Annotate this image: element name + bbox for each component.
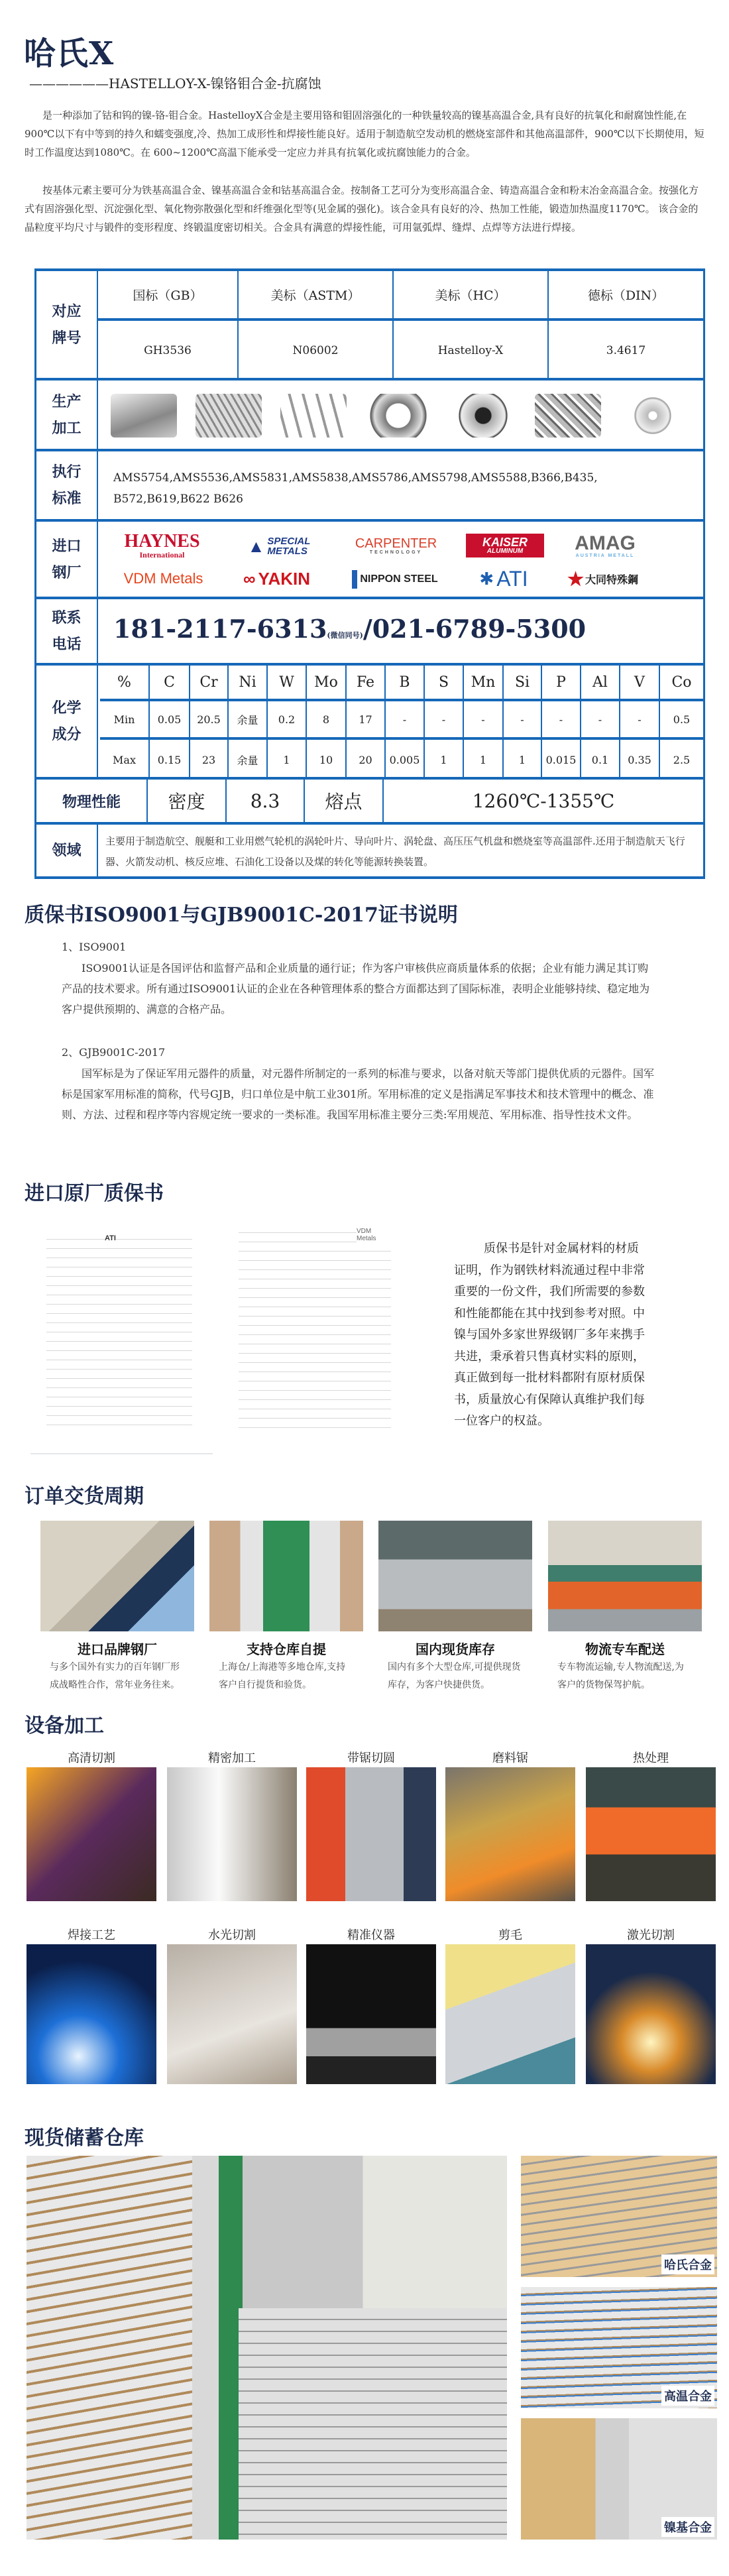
- mills-label: 进口钢厂: [36, 522, 98, 597]
- equipment-label: 热处理: [633, 1751, 669, 1765]
- chem-value-cell: -: [464, 701, 504, 740]
- chem-value-cell: 0.1: [581, 740, 620, 780]
- warehouse-photo: [521, 2287, 717, 2408]
- equipment-label: 精密加工: [208, 1751, 256, 1765]
- haynes-logo: HAYNES International: [124, 531, 200, 559]
- equipment-label: 水光切割: [208, 1928, 256, 1942]
- equipment-label: 激光切割: [627, 1928, 675, 1942]
- fastener-icon: [535, 394, 601, 438]
- chem-value-cell: 0.35: [620, 740, 660, 780]
- chem-value-cell: 1: [464, 740, 504, 780]
- equipment-photo: [306, 1767, 436, 1901]
- equipment-label: 精准仪器: [347, 1928, 395, 1942]
- domestic-stock-photo: [378, 1521, 532, 1631]
- certs-description: 质保书是针对金属材料的材质证明，作为钢铁材料流通过程中非常重要的一份文件，我们所需要的参数和性能都能在其中找到参考对照。中镍与国外多家世界级钢厂多年来携手共进，秉承着只售真材实料的原则，真正做到每一批材料都附有原材质保书，质量放心有保障认真维护我们每一位客户的权益。: [454, 1242, 645, 1428]
- physical-row: [34, 780, 705, 825]
- warehouse-tag: 哈氏合金: [661, 2254, 714, 2274]
- chem-value-cell: Min: [100, 701, 150, 740]
- chem-header-cell: Cr: [190, 666, 229, 701]
- field-row: [34, 825, 705, 879]
- amag-logo: AMAG AUSTRIA METALL: [575, 532, 636, 558]
- melting-value: 1260℃-1355℃: [472, 790, 615, 812]
- wechat-note: (微信同号): [327, 631, 363, 640]
- phone-numbers: [113, 614, 586, 644]
- chem-value-cell: 8: [307, 701, 347, 740]
- equipment-label: 磨料锯: [492, 1751, 528, 1765]
- card-title: 物流专车配送: [585, 1641, 665, 1657]
- chemistry-row: [34, 666, 705, 780]
- grade-header: 美标（ASTM）: [239, 271, 394, 321]
- chem-value-cell: 0.005: [386, 740, 425, 780]
- chem-value-cell: 0.05: [150, 701, 190, 740]
- density-value: 8.3: [227, 780, 305, 822]
- equipment-title: 设备加工: [25, 1714, 104, 1737]
- chem-value-cell: -: [425, 701, 464, 740]
- nippon-steel-logo: NIPPON STEEL: [349, 568, 441, 591]
- chem-header-cell: W: [268, 666, 307, 701]
- delivery-title: 订单交货周期: [25, 1485, 144, 1508]
- grade-header: 德标（DIN）: [549, 271, 703, 321]
- chem-value-cell: 20: [347, 740, 386, 780]
- equipment-photo: [167, 1944, 297, 2084]
- quality-item-1-text: ISO9001认证是各国评估和监督产品和企业质量的通行证；作为客户审核供应商质量体系的依据；企业有能力满足其订购产品的技术要求。所有通过ISO9001认证的企业在各种管理体系的整合方面都达到了国际标准，表明企业能够持续、稳定地为客户提供预期的、满意的合格产品。: [62, 962, 650, 1016]
- density-label: 密度: [148, 780, 227, 822]
- card-description: 上海仓/上海港等多地仓库,支持客户自行提货和验货。: [219, 1662, 346, 1690]
- phone-mobile[interactable]: 181-2117-6313: [113, 614, 327, 644]
- grade-header: 美标（HC）: [394, 271, 549, 321]
- phone-landline[interactable]: /021-6789-5300: [363, 614, 587, 644]
- card-description: 国内有多个大型仓库,可提供现货库存，为客户快捷供货。: [388, 1662, 521, 1690]
- quality-title: 质保书ISO9001与GJB9001C-2017证书说明: [25, 904, 458, 927]
- special-metals-logo: ▲ SPECIAL METALS: [247, 536, 311, 557]
- contact-row: [34, 599, 705, 666]
- chem-header-cell: Mo: [307, 666, 347, 701]
- chem-value-cell: -: [620, 701, 660, 740]
- yakin-logo: ∞ YAKIN: [243, 568, 311, 589]
- chem-value-cell: -: [581, 701, 620, 740]
- chem-value-cell: -: [386, 701, 425, 740]
- chem-value-cell: 23: [190, 740, 229, 780]
- chem-header-cell: B: [386, 666, 425, 701]
- chem-header-cell: Mn: [464, 666, 504, 701]
- kaiser-logo: KAISER ALUMINUM: [466, 534, 544, 557]
- vdm-certificate-image: [239, 1226, 391, 1432]
- flange-icon: [620, 394, 686, 438]
- chem-header-cell: Al: [581, 666, 620, 701]
- warehouse-tag: 镍基合金: [661, 2517, 714, 2537]
- steel-mill-photo: [40, 1521, 194, 1631]
- card-description: 专车物流运输,专人物流配送,为客户的货物保驾护航。: [557, 1662, 684, 1690]
- equipment-photo: [445, 1944, 575, 2084]
- warehouse-main-photo: [27, 2156, 507, 2540]
- chem-value-cell: 0.2: [268, 701, 307, 740]
- chem-value-cell: 20.5: [190, 701, 229, 740]
- certs-title: 进口原厂质保书: [25, 1182, 164, 1205]
- contact-label: 联系电话: [36, 599, 98, 663]
- melting-label: 熔点: [305, 780, 384, 822]
- chem-value-cell: 1: [504, 740, 542, 780]
- equipment-label: 剪毛: [498, 1928, 522, 1942]
- grade-value: Hastelloy-X: [394, 321, 549, 381]
- chem-value-cell: 1: [268, 740, 307, 780]
- chem-value-cell: 0.5: [660, 701, 703, 740]
- equipment-photo: [306, 1944, 436, 2084]
- card-description: 与多个国外有实力的百年钢厂形成战略性合作，常年业务往来。: [50, 1662, 180, 1690]
- quality-item-2-text: 国军标是为了保证军用元器件的质量，对元器件所制定的一系列的标准与要求，以备对航天等部门提供优质的元器件。国军标是国家军用标准的简称，代号GJB，归口单位是中航工业301所。军用标准的定义是指满足军事技术和技术管理中的概念、准则、方法、过程和程序等内容规定统一要求的一类标准。我国军用标准主要分三类:军用规范、军用标准、指导性技术文件。: [62, 1067, 655, 1121]
- equipment-photo: [586, 1767, 716, 1901]
- grades-row: [34, 271, 705, 381]
- divider: [30, 1453, 213, 1454]
- warehouse-photo: [521, 2156, 717, 2277]
- vdm-logo: VDM Metals: [123, 570, 203, 587]
- chem-header-cell: Ni: [229, 666, 268, 701]
- chem-value-cell: 0.15: [150, 740, 190, 780]
- equipment-label: 焊接工艺: [68, 1928, 115, 1942]
- intro-paragraph-1: 是一种添加了钴和钨的镍-铬-钼合金。HastelloyX合金是主要用铬和钼固溶强化的一种铁量较高的镍基高温合金,具有良好的抗氧化和耐腐蚀性能,在900℃以下有中等到的持久和蠕变强度,冷、热加工成形性和焊接性能良好。适用于制造航空发动机的燃烧室部件和其他高温部件，900℃以下长期使用，短时工作温度达到1080℃。在 600~1200℃高温下能承受一定应力并具有抗氧化或抗腐蚀能力的合金。: [25, 109, 704, 158]
- tube-icon: [280, 394, 347, 438]
- grades-label: 对应牌号: [36, 271, 98, 378]
- chem-value-cell: 0.015: [542, 740, 581, 780]
- equipment-label: 高清切割: [68, 1751, 115, 1765]
- production-row: [34, 381, 705, 451]
- daido-logo: ★ 大同特殊鋼: [567, 568, 639, 589]
- chem-header-cell: Fe: [347, 666, 386, 701]
- grade-value: N06002: [239, 321, 394, 381]
- intro-paragraph-2: 按基体元素主要可分为铁基高温合金、镍基高温合金和钴基高温合金。按制备工艺可分为变形高温合金、铸造高温合金和粉末冶金高温合金。按强化方式有固溶强化型、沉淀强化型、氧化物弥散强化型和纤维强化型等(见金属的强化)。该合金具有良好的冷、热加工性能，锻造加热温度1170℃。 该合金的晶粒度平均尺寸与锻件的变形程度、终锻温度密切相关。合金具有满意的焊接性能，可用氩弧焊、缝焊、点焊等方法进行焊接。: [25, 184, 699, 233]
- wire-spool-icon: [450, 394, 516, 438]
- plate-icon: [111, 394, 177, 438]
- ati-cert-logo: ATI: [105, 1234, 116, 1242]
- warehouse-tag: 高温合金: [661, 2386, 714, 2406]
- standards-row: [34, 451, 705, 522]
- grade-header: 国标（GB）: [98, 271, 239, 321]
- carpenter-logo: CARPENTER TECHNOLOGY: [355, 536, 437, 555]
- mills-row: [34, 522, 705, 599]
- page-subtitle: ——————HASTELLOY-X-镍铬钼合金-抗腐蚀: [29, 76, 321, 91]
- chem-value-cell: 余量: [229, 701, 268, 740]
- warehouse-title: 现货储蓄仓库: [25, 2127, 144, 2150]
- card-title: 国内现货库存: [416, 1641, 495, 1657]
- field-label: 领域: [36, 825, 98, 876]
- warehouse-pickup-photo: [209, 1521, 363, 1631]
- chem-value-cell: 10: [307, 740, 347, 780]
- chem-header-cell: S: [425, 666, 464, 701]
- chem-header-cell: V: [620, 666, 660, 701]
- quality-item-2-heading: 2、GJB9001C-2017: [62, 1046, 166, 1059]
- physical-label: 物理性能: [36, 780, 148, 822]
- chem-header-cell: %: [100, 666, 150, 701]
- bar-icon: [196, 394, 262, 438]
- equipment-photo: [27, 1767, 156, 1901]
- vdm-cert-logo: VDM Metals: [357, 1228, 391, 1242]
- standards-label: 执行标准: [36, 451, 98, 519]
- chem-header-cell: P: [542, 666, 581, 701]
- chem-value-cell: -: [504, 701, 542, 740]
- chem-value-cell: 余量: [229, 740, 268, 780]
- equipment-photo: [27, 1944, 156, 2084]
- chem-value-cell: -: [542, 701, 581, 740]
- card-title: 进口品牌钢厂: [78, 1641, 157, 1657]
- chem-value-cell: 2.5: [673, 753, 691, 766]
- standards-line-2: B572,B619,B622 B626: [113, 493, 243, 506]
- production-label: 生产加工: [36, 381, 98, 449]
- equipment-photo: [445, 1767, 575, 1901]
- card-title: 支持仓库自提: [247, 1641, 326, 1657]
- quality-item-1-heading: 1、ISO9001: [62, 941, 127, 953]
- equipment-label: 带锯切圆: [347, 1751, 395, 1765]
- chem-header-cell: C: [150, 666, 190, 701]
- ati-logo: ✱ ATI: [479, 566, 528, 591]
- ati-certificate-image: [46, 1233, 192, 1425]
- chem-value-cell: 1: [425, 740, 464, 780]
- page-title: 哈氏X: [24, 35, 115, 72]
- strip-coil-icon: [365, 394, 431, 438]
- chem-header-cell: Si: [504, 666, 542, 701]
- logistics-truck-photo: [548, 1521, 702, 1631]
- chemistry-label: 化学成分: [36, 666, 98, 777]
- warehouse-photo: [521, 2418, 717, 2540]
- field-text: 主要用于制造航空、舰艇和工业用燃气轮机的涡轮叶片、导向叶片、涡轮盘、高压压气机盘和燃烧室等高温部件.还用于制造航天飞行器、火箭发动机、核反应堆、石油化工设备以及煤的转化等能源转换装置。: [105, 835, 685, 868]
- standards-line-1: AMS5754,AMS5536,AMS5831,AMS5838,AMS5786,AMS5798,AMS5588,B366,B435,: [113, 471, 598, 485]
- equipment-photo: [586, 1944, 716, 2084]
- grade-value: GH3536: [98, 321, 239, 381]
- chem-value-cell: Max: [100, 740, 150, 780]
- grade-value: 3.4617: [606, 344, 646, 357]
- chem-header-cell: Co: [660, 666, 703, 701]
- chem-value-cell: 17: [347, 701, 386, 740]
- equipment-photo: [167, 1767, 297, 1901]
